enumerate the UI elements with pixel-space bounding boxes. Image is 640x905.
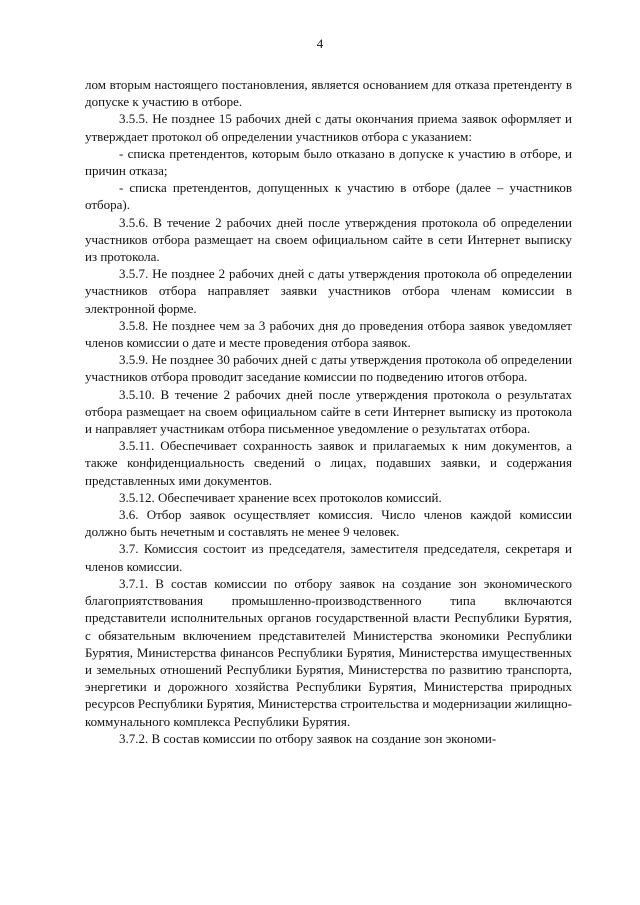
- paragraph: лом вторым настоящего постановления, является основанием для отказа претенденту в допуске к участию в отборе.: [85, 77, 572, 110]
- paragraph-3-5-9: 3.5.9. Не позднее 30 рабочих дней с даты утверждения протокола об определении участников отбора проводит заседание комиссии по подведению итогов отбора.: [85, 352, 572, 385]
- paragraph-3-5-8: 3.5.8. Не позднее чем за 3 рабочих дня до проведения отбора заявок уведомляет членов комиссии о дате и месте проведения отбора заявок.: [85, 317, 572, 351]
- page-number: 4: [316, 36, 324, 51]
- paragraph-3-5-12: 3.5.12. Обеспечивает хранение всех протоколов комиссий.: [119, 489, 442, 505]
- paragraph-3-6: 3.6. Отбор заявок осуществляет комиссия. Число членов каждой комиссии должно быть нечетным и составлять не менее 9 человек.: [85, 507, 572, 540]
- list-item-admitted: - списка претендентов, допущенных к участию в отборе (далее – участников отбора).: [85, 180, 572, 213]
- paragraph-3-5-10: 3.5.10. В течение 2 рабочих дней после утверждения протокола о результатах отбора размещает на своем официальном сайте в сети Интернет выписку из протокола и направляет участникам отбора письменное уведомление о результатах отбора.: [85, 386, 572, 437]
- paragraph-3-5-11: 3.5.11. Обеспечивает сохранность заявок и прилагаемых к ним документов, а также конфиденциальность сведений о лицах, подавших заявки, и содержания представленных ими документов.: [85, 438, 572, 488]
- paragraph-3-7-1: 3.7.1. В состав комиссии по отбору заявок на создание зон экономического благоприятствования промышленно-производственного типа включаются представители исполнительных органов государственной власти Республики Бурятия, с обязательным включением представителей Министерства экономики Республики Бурятия, Министерства финансов Республики Бурятия, Министерства имущественных и земельных отношений Республики Бурятия, Министерства по развитию транспорта, энергетики и дорожного хозяйства Республики Бурятия, Министерства природных ресурсов Республики Бурятия, Министерства строительства и модернизации жилищно-коммунального комплекса Республики Бурятия.: [85, 575, 572, 729]
- paragraph-3-5-6: 3.5.6. В течение 2 рабочих дней после утверждения протокола об определении участников отбора размещает на своем официальном сайте в сети Интернет выписку из протокола.: [85, 214, 572, 265]
- paragraph-3-5-7: 3.5.7. Не позднее 2 рабочих дней с даты утверждения протокола об определении участников отбора направляет заявки участников отбора членам комиссии в электронной форме.: [85, 266, 572, 316]
- paragraph-3-5-5: 3.5.5. Не позднее 15 рабочих дней с даты окончания приема заявок оформляет и утверждает протокол об определении участников отбора с указанием:: [85, 111, 572, 144]
- paragraph-3-7-2: 3.7.2. В состав комиссии по отбору заявок на создание зон экономи-: [119, 730, 497, 746]
- document-body: [85, 76, 572, 747]
- paragraph-3-7: 3.7. Комиссия состоит из председателя, заместителя председателя, секретаря и членов комиссии.: [85, 541, 572, 574]
- list-item-rejected: - списка претендентов, которым было отказано в допуске к участию в отборе, и причин отказа;: [85, 145, 572, 179]
